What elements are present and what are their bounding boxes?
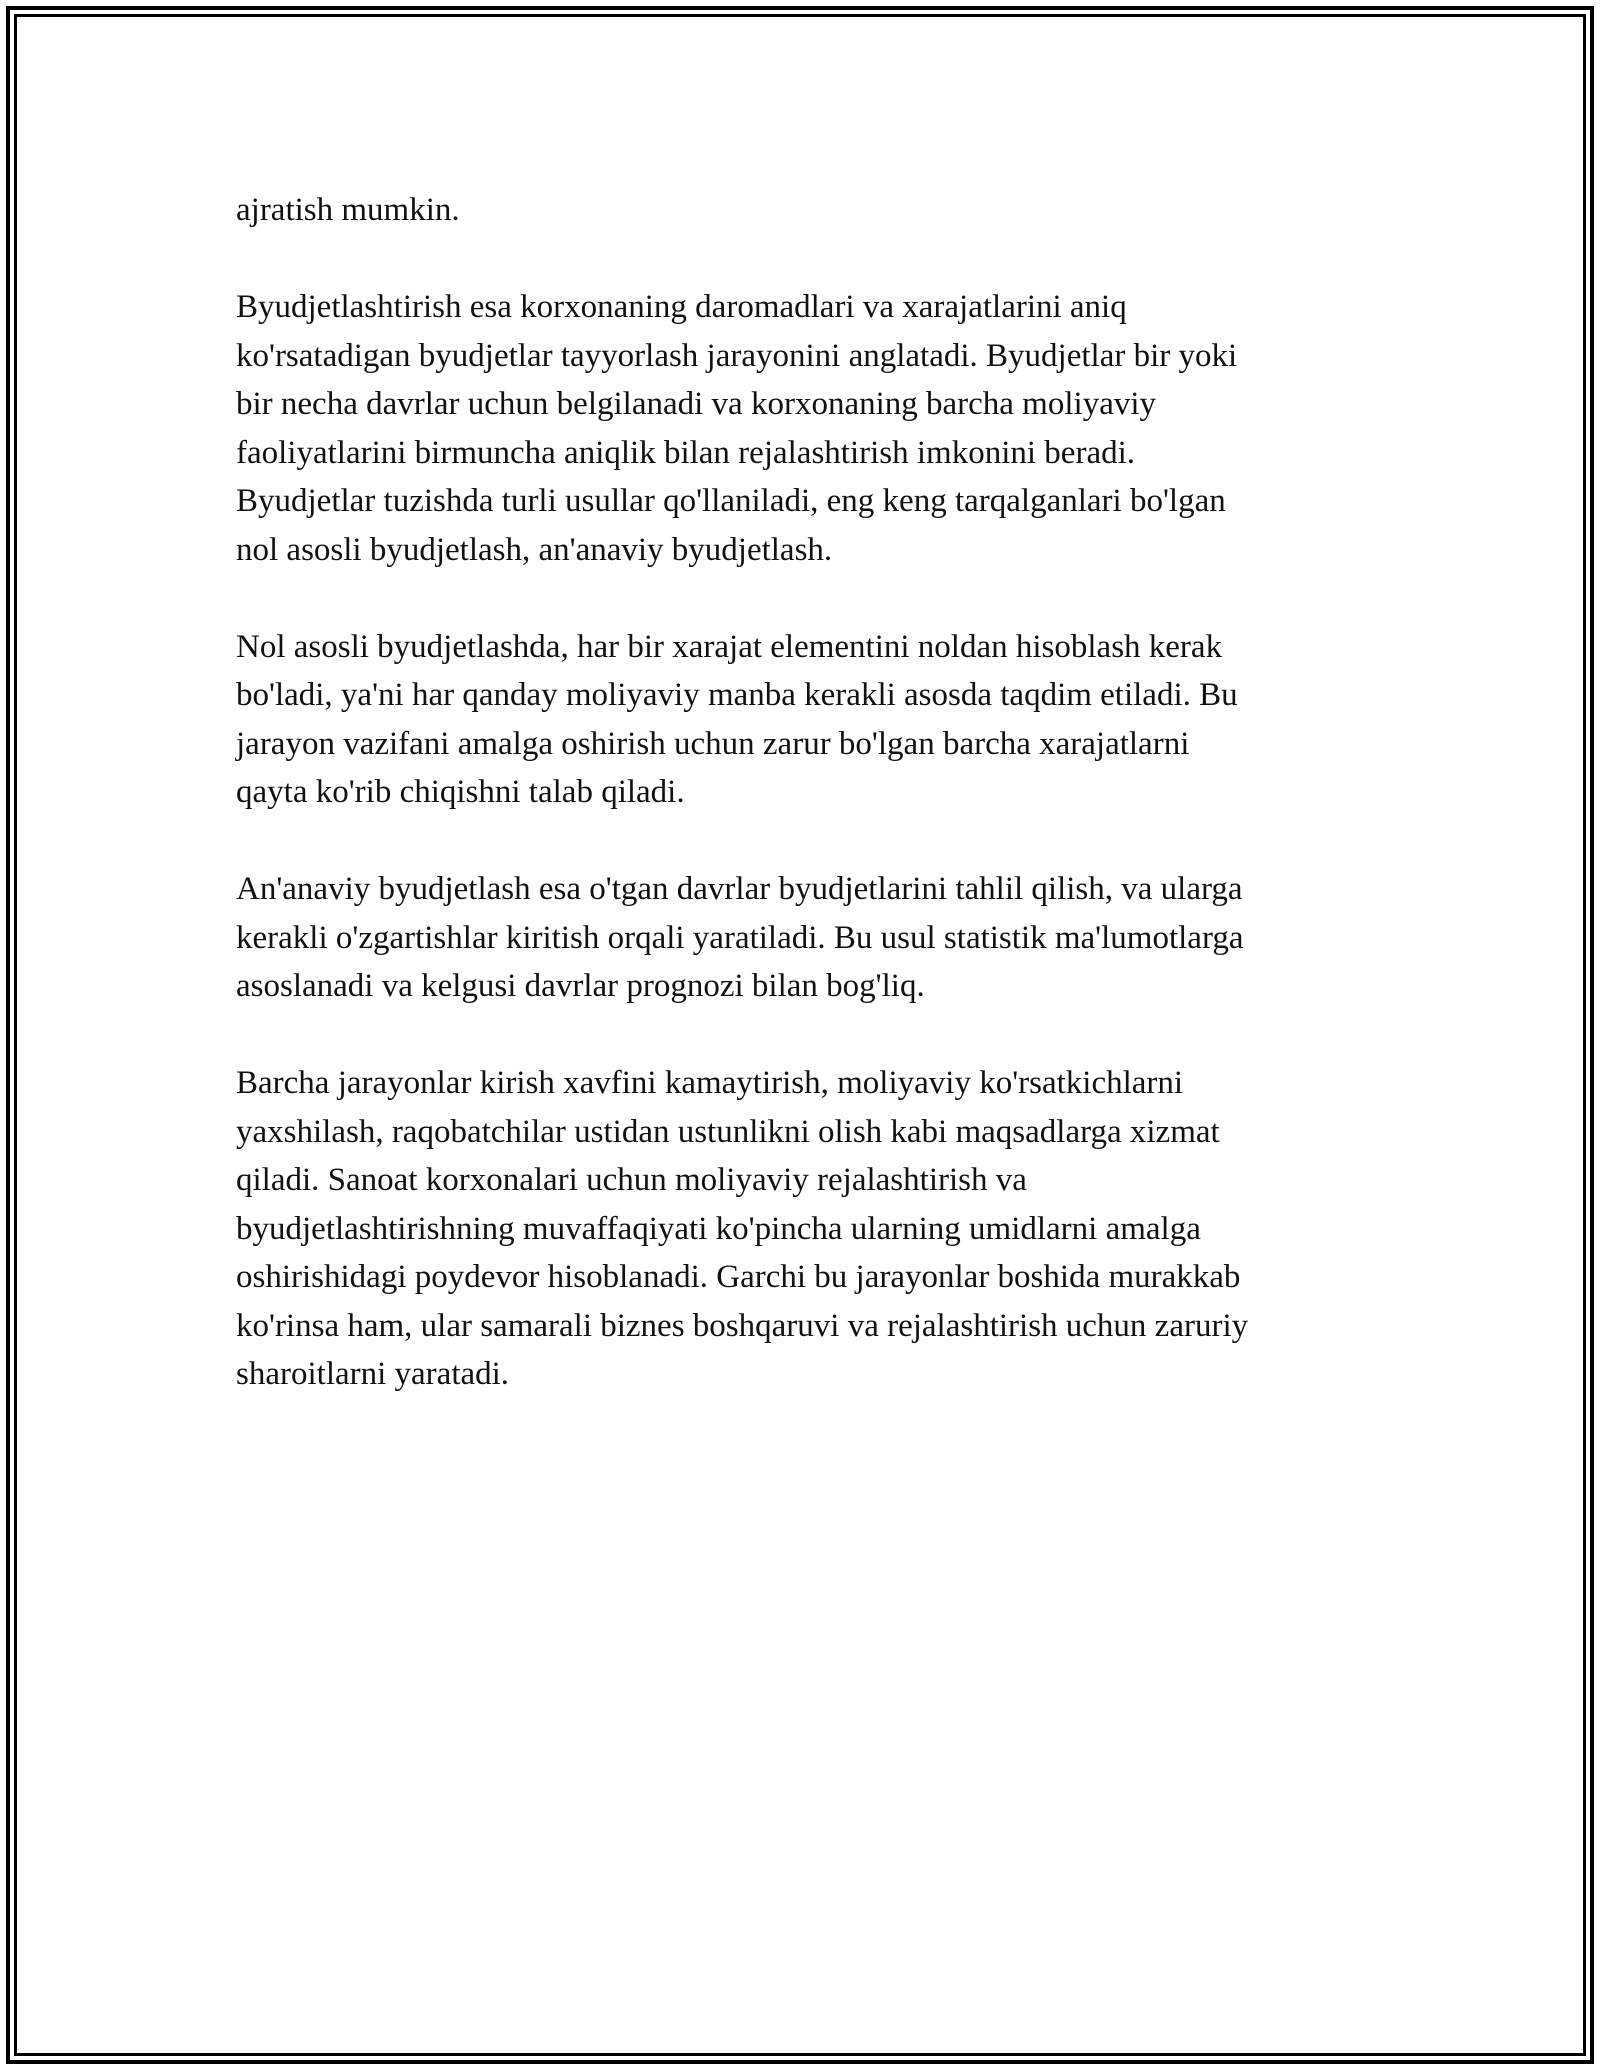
paragraph-continuation: [236, 186, 1366, 235]
text-line: ko'rsatadigan byudjetlar tayyorlash jarayonini anglatadi. Byudjetlar bir yoki: [236, 337, 1238, 374]
text-line: yaxshilash, raqobatchilar ustidan ustunlikni olish kabi maqsadlarga xizmat: [236, 1113, 1220, 1150]
paragraph-traditional-budgeting: [236, 865, 1366, 1011]
text-line: An'anaviy byudjetlash esa o'tgan davrlar byudjetlarini tahlil qilish, va ularga: [236, 871, 1243, 907]
text-line: Nol asosli byudjetlashda, har bir xarajat elementini noldan hisoblash kerak: [236, 628, 1223, 665]
text-line: byudjetlashtirishning muvaffaqiyati ko'pincha ularning umidlarni amalga: [236, 1210, 1201, 1247]
document-body: [236, 186, 1366, 1447]
text-line: Byudjetlashtirish esa korxonaning daromadlari va xarajatlarini aniq: [236, 289, 1127, 325]
text-line: ajratish mumkin.: [236, 192, 460, 228]
paragraph-zero-based-budgeting: [236, 623, 1366, 817]
text-line: ko'rinsa ham, ular samarali biznes boshqaruvi va rejalashtirish uchun zaruriy: [236, 1307, 1249, 1344]
text-line: qiladi. Sanoat korxonalari uchun moliyaviy rejalashtirish va: [236, 1162, 1027, 1198]
text-line: nol asosli byudjetlash, an'anaviy byudjetlash.: [236, 531, 833, 568]
text-line: asoslanadi va kelgusi davrlar prognozi bilan bog'liq.: [236, 968, 925, 1004]
paragraph-budgeting-definition: [236, 283, 1366, 574]
text-line: Barcha jarayonlar kirish xavfini kamaytirish, moliyaviy ko'rsatkichlarni: [236, 1065, 1184, 1101]
text-line: Byudjetlar tuzishda turli usullar qo'llaniladi, eng keng tarqalganlari bo'lgan: [236, 483, 1226, 519]
text-line: faoliyatlarini birmuncha aniqlik bilan rejalashtirish imkonini beradi.: [236, 434, 1136, 471]
text-line: oshirishidagi poydevor hisoblanadi. Garchi bu jarayonlar boshida murakkab: [236, 1259, 1241, 1295]
text-line: bir necha davrlar uchun belgilanadi va korxonaning barcha moliyaviy: [236, 386, 1157, 422]
text-line: sharoitlarni yaratadi.: [236, 1356, 510, 1392]
text-line: kerakli o'zgartishlar kiritish orqali yaratiladi. Bu usul statistik ma'lumotlarga: [236, 919, 1244, 956]
paragraph-conclusion: [236, 1059, 1366, 1399]
text-line: bo'ladi, ya'ni har qanday moliyaviy manba kerakli asosda taqdim etiladi. Bu: [236, 677, 1238, 713]
text-line: jarayon vazifani amalga oshirish uchun zarur bo'lgan barcha xarajatlarni: [236, 725, 1190, 762]
text-line: qayta ko'rib chiqishni talab qiladi.: [236, 774, 685, 810]
